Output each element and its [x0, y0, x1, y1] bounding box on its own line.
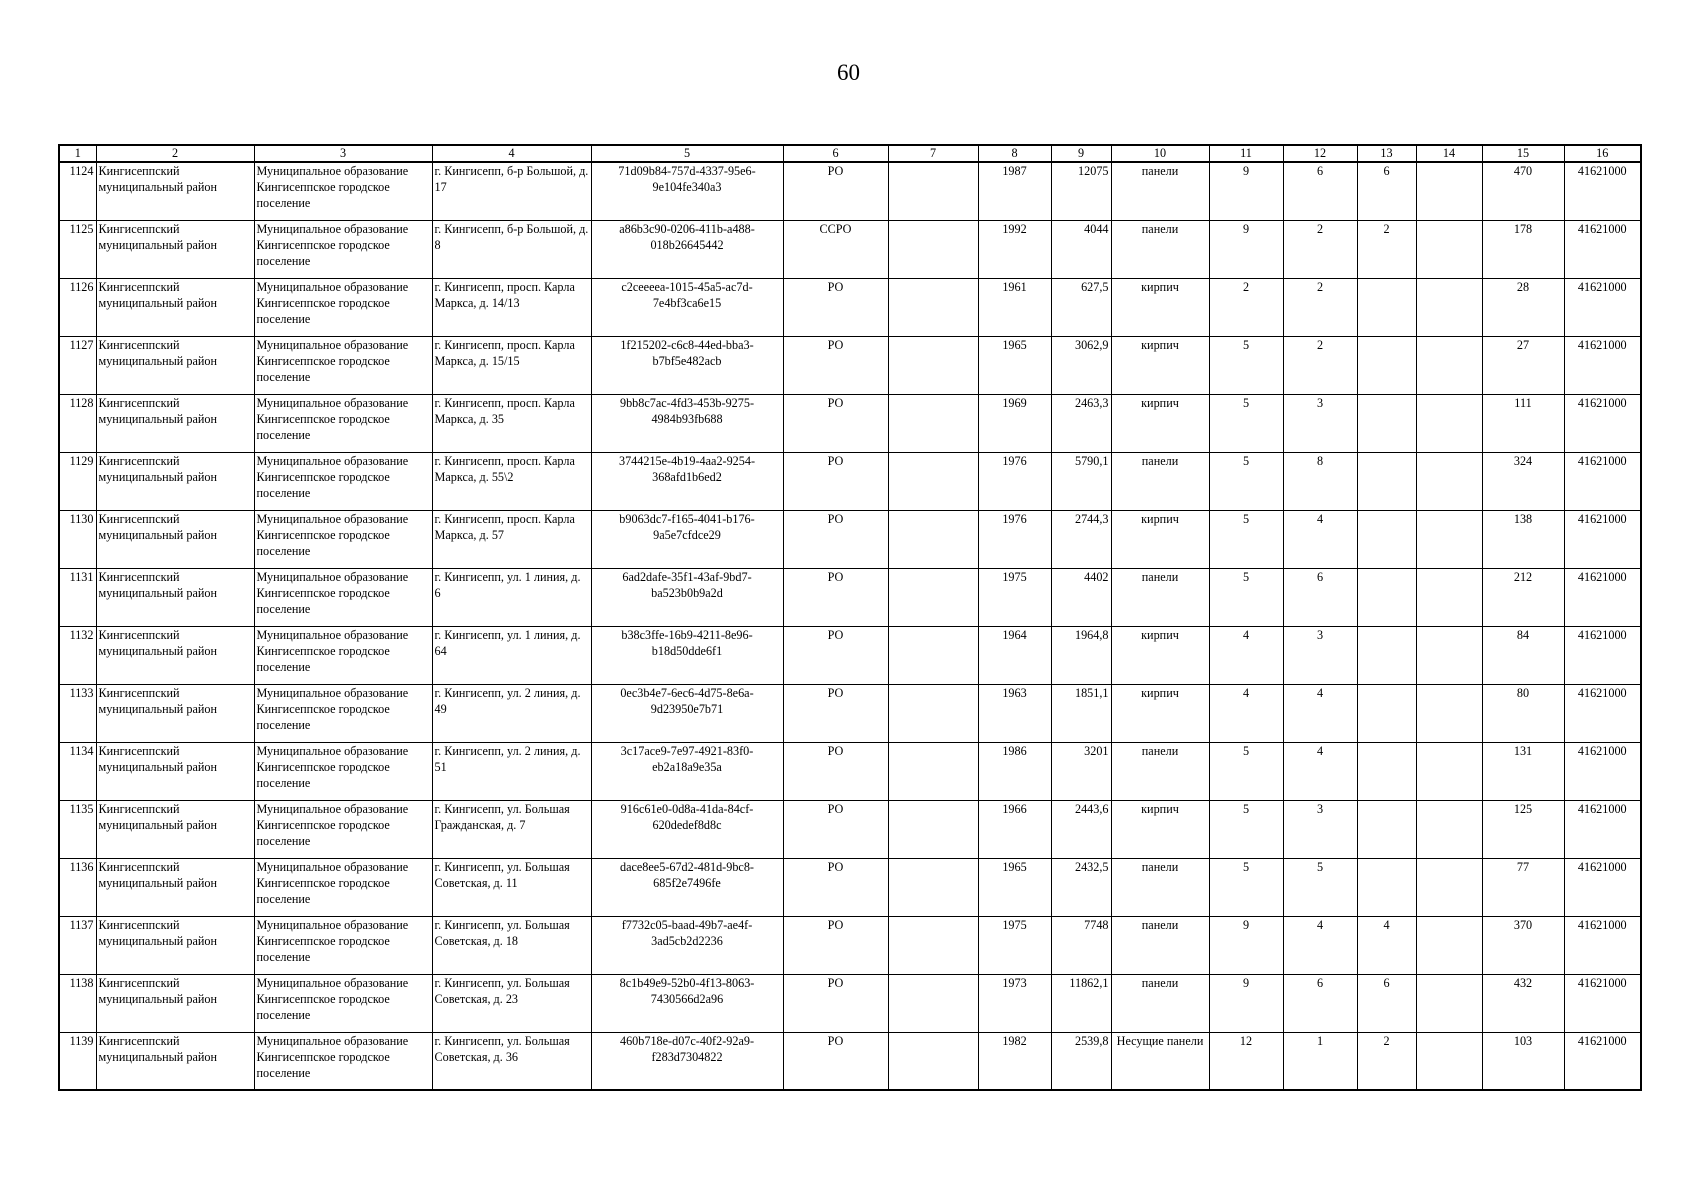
cell-col-7 — [888, 452, 978, 510]
cell-guid: b9063dc7-f165-4041-b176-9a5e7cfdce29 — [591, 510, 783, 568]
cell-municipality: Муниципальное образование Кингисеппское городское поселение — [254, 220, 432, 278]
cell-floors: 9 — [1209, 162, 1283, 220]
cell-row-number: 1130 — [59, 510, 96, 568]
cell-floors: 4 — [1209, 684, 1283, 742]
cell-oktmo: 41621000 — [1564, 162, 1641, 220]
cell-wall-material: кирпич — [1111, 626, 1209, 684]
cell-municipality: Муниципальное образование Кингисеппское городское поселение — [254, 510, 432, 568]
table-row — [59, 220, 1641, 278]
cell-year: 1961 — [978, 278, 1051, 336]
cell-municipal-district: Кингисеппский муниципальный район — [96, 220, 254, 278]
cell-wall-material: панели — [1111, 220, 1209, 278]
cell-area: 4402 — [1051, 568, 1111, 626]
cell-address: г. Кингисепп, б-р Большой, д. 8 — [432, 220, 591, 278]
cell-municipal-district: Кингисеппский муниципальный район — [96, 1032, 254, 1090]
cell-residents: 103 — [1482, 1032, 1564, 1090]
cell-wall-material: кирпич — [1111, 684, 1209, 742]
cell-guid: 9bb8c7ac-4fd3-453b-9275-4984b93fb688 — [591, 394, 783, 452]
cell-row-number: 1128 — [59, 394, 96, 452]
cell-municipality: Муниципальное образование Кингисеппское городское поселение — [254, 684, 432, 742]
cell-oktmo: 41621000 — [1564, 684, 1641, 742]
column-header-13: 13 — [1357, 145, 1416, 162]
cell-entrances: 8 — [1283, 452, 1357, 510]
column-header-4: 4 — [432, 145, 591, 162]
cell-floors: 12 — [1209, 1032, 1283, 1090]
cell-area: 627,5 — [1051, 278, 1111, 336]
cell-address: г. Кингисепп, просп. Карла Маркса, д. 35 — [432, 394, 591, 452]
cell-row-number: 1133 — [59, 684, 96, 742]
cell-col-14 — [1416, 162, 1482, 220]
cell-municipal-district: Кингисеппский муниципальный район — [96, 742, 254, 800]
cell-floors: 5 — [1209, 742, 1283, 800]
cell-wall-material: кирпич — [1111, 510, 1209, 568]
table-row — [59, 684, 1641, 742]
cell-municipal-district: Кингисеппский муниципальный район — [96, 684, 254, 742]
cell-col-14 — [1416, 916, 1482, 974]
cell-wall-material: панели — [1111, 858, 1209, 916]
cell-col-7 — [888, 742, 978, 800]
cell-entrances: 4 — [1283, 510, 1357, 568]
cell-oktmo: 41621000 — [1564, 858, 1641, 916]
column-header-9: 9 — [1051, 145, 1111, 162]
cell-col-14 — [1416, 220, 1482, 278]
cell-oktmo: 41621000 — [1564, 916, 1641, 974]
cell-year: 1965 — [978, 858, 1051, 916]
cell-row-number: 1126 — [59, 278, 96, 336]
cell-col-14 — [1416, 626, 1482, 684]
column-header-8: 8 — [978, 145, 1051, 162]
cell-code: РО — [783, 742, 888, 800]
column-header-10: 10 — [1111, 145, 1209, 162]
cell-col-7 — [888, 1032, 978, 1090]
table-row — [59, 1032, 1641, 1090]
cell-residents: 212 — [1482, 568, 1564, 626]
cell-col-14 — [1416, 336, 1482, 394]
cell-code: РО — [783, 974, 888, 1032]
table-body — [59, 162, 1641, 1090]
cell-area: 2432,5 — [1051, 858, 1111, 916]
cell-year: 1982 — [978, 1032, 1051, 1090]
cell-address: г. Кингисепп, просп. Карла Маркса, д. 55\2 — [432, 452, 591, 510]
cell-elevators — [1357, 452, 1416, 510]
cell-elevators — [1357, 394, 1416, 452]
cell-municipal-district: Кингисеппский муниципальный район — [96, 394, 254, 452]
cell-year: 1964 — [978, 626, 1051, 684]
cell-guid: a86b3c90-0206-411b-a488-018b26645442 — [591, 220, 783, 278]
cell-address: г. Кингисепп, ул. 2 линия, д. 49 — [432, 684, 591, 742]
cell-floors: 4 — [1209, 626, 1283, 684]
table-row — [59, 974, 1641, 1032]
cell-address: г. Кингисепп, б-р Большой, д. 17 — [432, 162, 591, 220]
cell-address: г. Кингисепп, ул. Большая Гражданская, д. 7 — [432, 800, 591, 858]
cell-elevators: 2 — [1357, 220, 1416, 278]
cell-oktmo: 41621000 — [1564, 394, 1641, 452]
cell-elevators — [1357, 684, 1416, 742]
cell-col-14 — [1416, 858, 1482, 916]
cell-col-14 — [1416, 278, 1482, 336]
cell-guid: 3744215e-4b19-4aa2-9254-368afd1b6ed2 — [591, 452, 783, 510]
cell-address: г. Кингисепп, ул. Большая Советская, д. 18 — [432, 916, 591, 974]
cell-elevators — [1357, 800, 1416, 858]
cell-oktmo: 41621000 — [1564, 278, 1641, 336]
cell-wall-material: панели — [1111, 162, 1209, 220]
cell-area: 7748 — [1051, 916, 1111, 974]
cell-guid: 0ec3b4e7-6ec6-4d75-8e6a-9d23950e7b71 — [591, 684, 783, 742]
cell-year: 1973 — [978, 974, 1051, 1032]
cell-municipality: Муниципальное образование Кингисеппское городское поселение — [254, 162, 432, 220]
cell-elevators: 6 — [1357, 162, 1416, 220]
cell-municipal-district: Кингисеппский муниципальный район — [96, 800, 254, 858]
column-header-6: 6 — [783, 145, 888, 162]
cell-floors: 5 — [1209, 858, 1283, 916]
cell-municipality: Муниципальное образование Кингисеппское городское поселение — [254, 452, 432, 510]
cell-municipality: Муниципальное образование Кингисеппское городское поселение — [254, 394, 432, 452]
cell-year: 1976 — [978, 510, 1051, 568]
column-header-5: 5 — [591, 145, 783, 162]
cell-oktmo: 41621000 — [1564, 568, 1641, 626]
cell-col-7 — [888, 394, 978, 452]
cell-row-number: 1134 — [59, 742, 96, 800]
table-row — [59, 626, 1641, 684]
cell-row-number: 1136 — [59, 858, 96, 916]
cell-municipality: Муниципальное образование Кингисеппское городское поселение — [254, 1032, 432, 1090]
cell-oktmo: 41621000 — [1564, 626, 1641, 684]
cell-entrances: 3 — [1283, 800, 1357, 858]
cell-code: РО — [783, 800, 888, 858]
cell-area: 11862,1 — [1051, 974, 1111, 1032]
cell-municipal-district: Кингисеппский муниципальный район — [96, 278, 254, 336]
cell-row-number: 1125 — [59, 220, 96, 278]
cell-elevators: 6 — [1357, 974, 1416, 1032]
cell-municipal-district: Кингисеппский муниципальный район — [96, 336, 254, 394]
cell-area: 12075 — [1051, 162, 1111, 220]
cell-year: 1969 — [978, 394, 1051, 452]
cell-code: РО — [783, 162, 888, 220]
cell-col-7 — [888, 336, 978, 394]
column-number-header-row — [59, 145, 1641, 162]
cell-address: г. Кингисепп, ул. 1 линия, д. 64 — [432, 626, 591, 684]
cell-wall-material: кирпич — [1111, 278, 1209, 336]
cell-oktmo: 41621000 — [1564, 742, 1641, 800]
cell-residents: 125 — [1482, 800, 1564, 858]
table-row — [59, 858, 1641, 916]
cell-col-7 — [888, 568, 978, 626]
cell-row-number: 1129 — [59, 452, 96, 510]
cell-address: г. Кингисепп, просп. Карла Маркса, д. 57 — [432, 510, 591, 568]
cell-year: 1992 — [978, 220, 1051, 278]
cell-col-14 — [1416, 1032, 1482, 1090]
cell-address: г. Кингисепп, ул. 1 линия, д. 6 — [432, 568, 591, 626]
cell-area: 4044 — [1051, 220, 1111, 278]
cell-oktmo: 41621000 — [1564, 800, 1641, 858]
cell-col-14 — [1416, 742, 1482, 800]
cell-code: РО — [783, 394, 888, 452]
cell-area: 2744,3 — [1051, 510, 1111, 568]
cell-address: г. Кингисепп, ул. Большая Советская, д. 23 — [432, 974, 591, 1032]
table-row — [59, 568, 1641, 626]
column-header-11: 11 — [1209, 145, 1283, 162]
cell-guid: b38c3ffe-16b9-4211-8e96-b18d50dde6f1 — [591, 626, 783, 684]
cell-address: г. Кингисепп, ул. 2 линия, д. 51 — [432, 742, 591, 800]
page-number: 60 — [837, 60, 860, 85]
cell-wall-material: панели — [1111, 974, 1209, 1032]
cell-entrances: 6 — [1283, 568, 1357, 626]
cell-floors: 5 — [1209, 800, 1283, 858]
cell-residents: 77 — [1482, 858, 1564, 916]
cell-col-14 — [1416, 452, 1482, 510]
column-header-14: 14 — [1416, 145, 1482, 162]
cell-municipality: Муниципальное образование Кингисеппское городское поселение — [254, 568, 432, 626]
cell-row-number: 1138 — [59, 974, 96, 1032]
table-row — [59, 162, 1641, 220]
cell-col-7 — [888, 916, 978, 974]
cell-entrances: 1 — [1283, 1032, 1357, 1090]
cell-row-number: 1137 — [59, 916, 96, 974]
cell-code: РО — [783, 336, 888, 394]
cell-floors: 5 — [1209, 568, 1283, 626]
cell-elevators — [1357, 336, 1416, 394]
cell-entrances: 6 — [1283, 974, 1357, 1032]
cell-municipality: Муниципальное образование Кингисеппское городское поселение — [254, 626, 432, 684]
cell-code: РО — [783, 278, 888, 336]
cell-entrances: 2 — [1283, 220, 1357, 278]
cell-guid: 8c1b49e9-52b0-4f13-8063-7430566d2a96 — [591, 974, 783, 1032]
cell-entrances: 4 — [1283, 684, 1357, 742]
column-header-1: 1 — [59, 145, 96, 162]
cell-oktmo: 41621000 — [1564, 336, 1641, 394]
cell-elevators — [1357, 278, 1416, 336]
table-row — [59, 742, 1641, 800]
cell-elevators: 2 — [1357, 1032, 1416, 1090]
table-row — [59, 916, 1641, 974]
cell-guid: 1f215202-c6c8-44ed-bba3-b7bf5e482acb — [591, 336, 783, 394]
cell-row-number: 1139 — [59, 1032, 96, 1090]
column-header-12: 12 — [1283, 145, 1357, 162]
cell-address: г. Кингисепп, ул. Большая Советская, д. 11 — [432, 858, 591, 916]
cell-area: 1964,8 — [1051, 626, 1111, 684]
cell-oktmo: 41621000 — [1564, 1032, 1641, 1090]
cell-municipal-district: Кингисеппский муниципальный район — [96, 916, 254, 974]
cell-year: 1987 — [978, 162, 1051, 220]
cell-address: г. Кингисепп, просп. Карла Маркса, д. 14/13 — [432, 278, 591, 336]
table-row — [59, 800, 1641, 858]
cell-residents: 432 — [1482, 974, 1564, 1032]
cell-col-14 — [1416, 394, 1482, 452]
cell-address: г. Кингисепп, просп. Карла Маркса, д. 15/15 — [432, 336, 591, 394]
cell-entrances: 3 — [1283, 394, 1357, 452]
cell-area: 3201 — [1051, 742, 1111, 800]
column-header-2: 2 — [96, 145, 254, 162]
cell-floors: 5 — [1209, 336, 1283, 394]
cell-col-7 — [888, 974, 978, 1032]
cell-col-7 — [888, 278, 978, 336]
column-header-15: 15 — [1482, 145, 1564, 162]
cell-oktmo: 41621000 — [1564, 220, 1641, 278]
cell-municipal-district: Кингисеппский муниципальный район — [96, 510, 254, 568]
cell-guid: f7732c05-baad-49b7-ae4f-3ad5cb2d2236 — [591, 916, 783, 974]
cell-elevators: 4 — [1357, 916, 1416, 974]
cell-municipal-district: Кингисеппский муниципальный район — [96, 162, 254, 220]
cell-year: 1963 — [978, 684, 1051, 742]
cell-municipality: Муниципальное образование Кингисеппское городское поселение — [254, 916, 432, 974]
cell-municipal-district: Кингисеппский муниципальный район — [96, 452, 254, 510]
cell-col-7 — [888, 858, 978, 916]
cell-code: РО — [783, 858, 888, 916]
cell-wall-material: панели — [1111, 452, 1209, 510]
table-row — [59, 394, 1641, 452]
cell-guid: c2ceeeea-1015-45a5-ac7d-7e4bf3ca6e15 — [591, 278, 783, 336]
cell-guid: 71d09b84-757d-4337-95e6-9e104fe340a3 — [591, 162, 783, 220]
cell-oktmo: 41621000 — [1564, 974, 1641, 1032]
cell-code: РО — [783, 1032, 888, 1090]
cell-municipal-district: Кингисеппский муниципальный район — [96, 626, 254, 684]
cell-row-number: 1124 — [59, 162, 96, 220]
cell-wall-material: кирпич — [1111, 800, 1209, 858]
cell-code: ССРО — [783, 220, 888, 278]
cell-area: 2539,8 — [1051, 1032, 1111, 1090]
housing-registry-table — [58, 144, 1642, 1091]
cell-row-number: 1127 — [59, 336, 96, 394]
cell-area: 3062,9 — [1051, 336, 1111, 394]
cell-floors: 5 — [1209, 510, 1283, 568]
cell-elevators — [1357, 858, 1416, 916]
cell-residents: 138 — [1482, 510, 1564, 568]
cell-code: РО — [783, 568, 888, 626]
cell-col-7 — [888, 510, 978, 568]
cell-residents: 470 — [1482, 162, 1564, 220]
cell-code: РО — [783, 626, 888, 684]
cell-municipality: Муниципальное образование Кингисеппское городское поселение — [254, 742, 432, 800]
cell-entrances: 2 — [1283, 278, 1357, 336]
cell-residents: 324 — [1482, 452, 1564, 510]
cell-guid: 460b718e-d07c-40f2-92a9-f283d7304822 — [591, 1032, 783, 1090]
cell-floors: 9 — [1209, 974, 1283, 1032]
cell-code: РО — [783, 452, 888, 510]
cell-elevators — [1357, 626, 1416, 684]
cell-entrances: 5 — [1283, 858, 1357, 916]
cell-entrances: 4 — [1283, 916, 1357, 974]
table-row — [59, 278, 1641, 336]
cell-col-7 — [888, 162, 978, 220]
cell-col-14 — [1416, 510, 1482, 568]
cell-col-7 — [888, 220, 978, 278]
cell-entrances: 4 — [1283, 742, 1357, 800]
cell-wall-material: панели — [1111, 916, 1209, 974]
cell-floors: 5 — [1209, 394, 1283, 452]
cell-area: 2463,3 — [1051, 394, 1111, 452]
cell-wall-material: Несущие панели — [1111, 1032, 1209, 1090]
cell-col-14 — [1416, 974, 1482, 1032]
column-header-3: 3 — [254, 145, 432, 162]
cell-code: РО — [783, 510, 888, 568]
cell-residents: 178 — [1482, 220, 1564, 278]
cell-residents: 131 — [1482, 742, 1564, 800]
cell-residents: 111 — [1482, 394, 1564, 452]
cell-col-14 — [1416, 800, 1482, 858]
cell-municipality: Муниципальное образование Кингисеппское городское поселение — [254, 800, 432, 858]
cell-entrances: 6 — [1283, 162, 1357, 220]
cell-residents: 27 — [1482, 336, 1564, 394]
cell-residents: 84 — [1482, 626, 1564, 684]
cell-floors: 2 — [1209, 278, 1283, 336]
cell-entrances: 2 — [1283, 336, 1357, 394]
cell-elevators — [1357, 568, 1416, 626]
cell-floors: 9 — [1209, 916, 1283, 974]
table-row — [59, 452, 1641, 510]
cell-entrances: 3 — [1283, 626, 1357, 684]
cell-area: 1851,1 — [1051, 684, 1111, 742]
cell-elevators — [1357, 742, 1416, 800]
cell-year: 1975 — [978, 916, 1051, 974]
cell-municipality: Муниципальное образование Кингисеппское городское поселение — [254, 974, 432, 1032]
cell-municipal-district: Кингисеппский муниципальный район — [96, 858, 254, 916]
column-header-16: 16 — [1564, 145, 1641, 162]
cell-municipal-district: Кингисеппский муниципальный район — [96, 974, 254, 1032]
cell-residents: 28 — [1482, 278, 1564, 336]
cell-municipality: Муниципальное образование Кингисеппское городское поселение — [254, 278, 432, 336]
cell-elevators — [1357, 510, 1416, 568]
cell-oktmo: 41621000 — [1564, 452, 1641, 510]
cell-floors: 9 — [1209, 220, 1283, 278]
table-row — [59, 336, 1641, 394]
cell-wall-material: панели — [1111, 568, 1209, 626]
cell-wall-material: кирпич — [1111, 394, 1209, 452]
cell-municipal-district: Кингисеппский муниципальный район — [96, 568, 254, 626]
cell-guid: 3c17ace9-7e97-4921-83f0-eb2a18a9e35a — [591, 742, 783, 800]
cell-municipality: Муниципальное образование Кингисеппское городское поселение — [254, 336, 432, 394]
cell-guid: 916c61e0-0d8a-41da-84cf-620dedef8d8c — [591, 800, 783, 858]
cell-row-number: 1132 — [59, 626, 96, 684]
cell-year: 1975 — [978, 568, 1051, 626]
cell-year: 1966 — [978, 800, 1051, 858]
cell-municipality: Муниципальное образование Кингисеппское городское поселение — [254, 858, 432, 916]
cell-year: 1965 — [978, 336, 1051, 394]
table-row — [59, 510, 1641, 568]
cell-residents: 80 — [1482, 684, 1564, 742]
cell-residents: 370 — [1482, 916, 1564, 974]
cell-col-14 — [1416, 568, 1482, 626]
cell-floors: 5 — [1209, 452, 1283, 510]
cell-address: г. Кингисепп, ул. Большая Советская, д. 36 — [432, 1032, 591, 1090]
cell-wall-material: панели — [1111, 742, 1209, 800]
cell-guid: 6ad2dafe-35f1-43af-9bd7-ba523b0b9a2d — [591, 568, 783, 626]
cell-guid: dace8ee5-67d2-481d-9bc8-685f2e7496fe — [591, 858, 783, 916]
cell-wall-material: кирпич — [1111, 336, 1209, 394]
cell-area: 2443,6 — [1051, 800, 1111, 858]
cell-col-7 — [888, 626, 978, 684]
cell-col-7 — [888, 684, 978, 742]
cell-year: 1986 — [978, 742, 1051, 800]
cell-year: 1976 — [978, 452, 1051, 510]
cell-oktmo: 41621000 — [1564, 510, 1641, 568]
cell-area: 5790,1 — [1051, 452, 1111, 510]
cell-row-number: 1131 — [59, 568, 96, 626]
cell-code: РО — [783, 684, 888, 742]
cell-col-7 — [888, 800, 978, 858]
cell-col-14 — [1416, 684, 1482, 742]
cell-code: РО — [783, 916, 888, 974]
column-header-7: 7 — [888, 145, 978, 162]
cell-row-number: 1135 — [59, 800, 96, 858]
